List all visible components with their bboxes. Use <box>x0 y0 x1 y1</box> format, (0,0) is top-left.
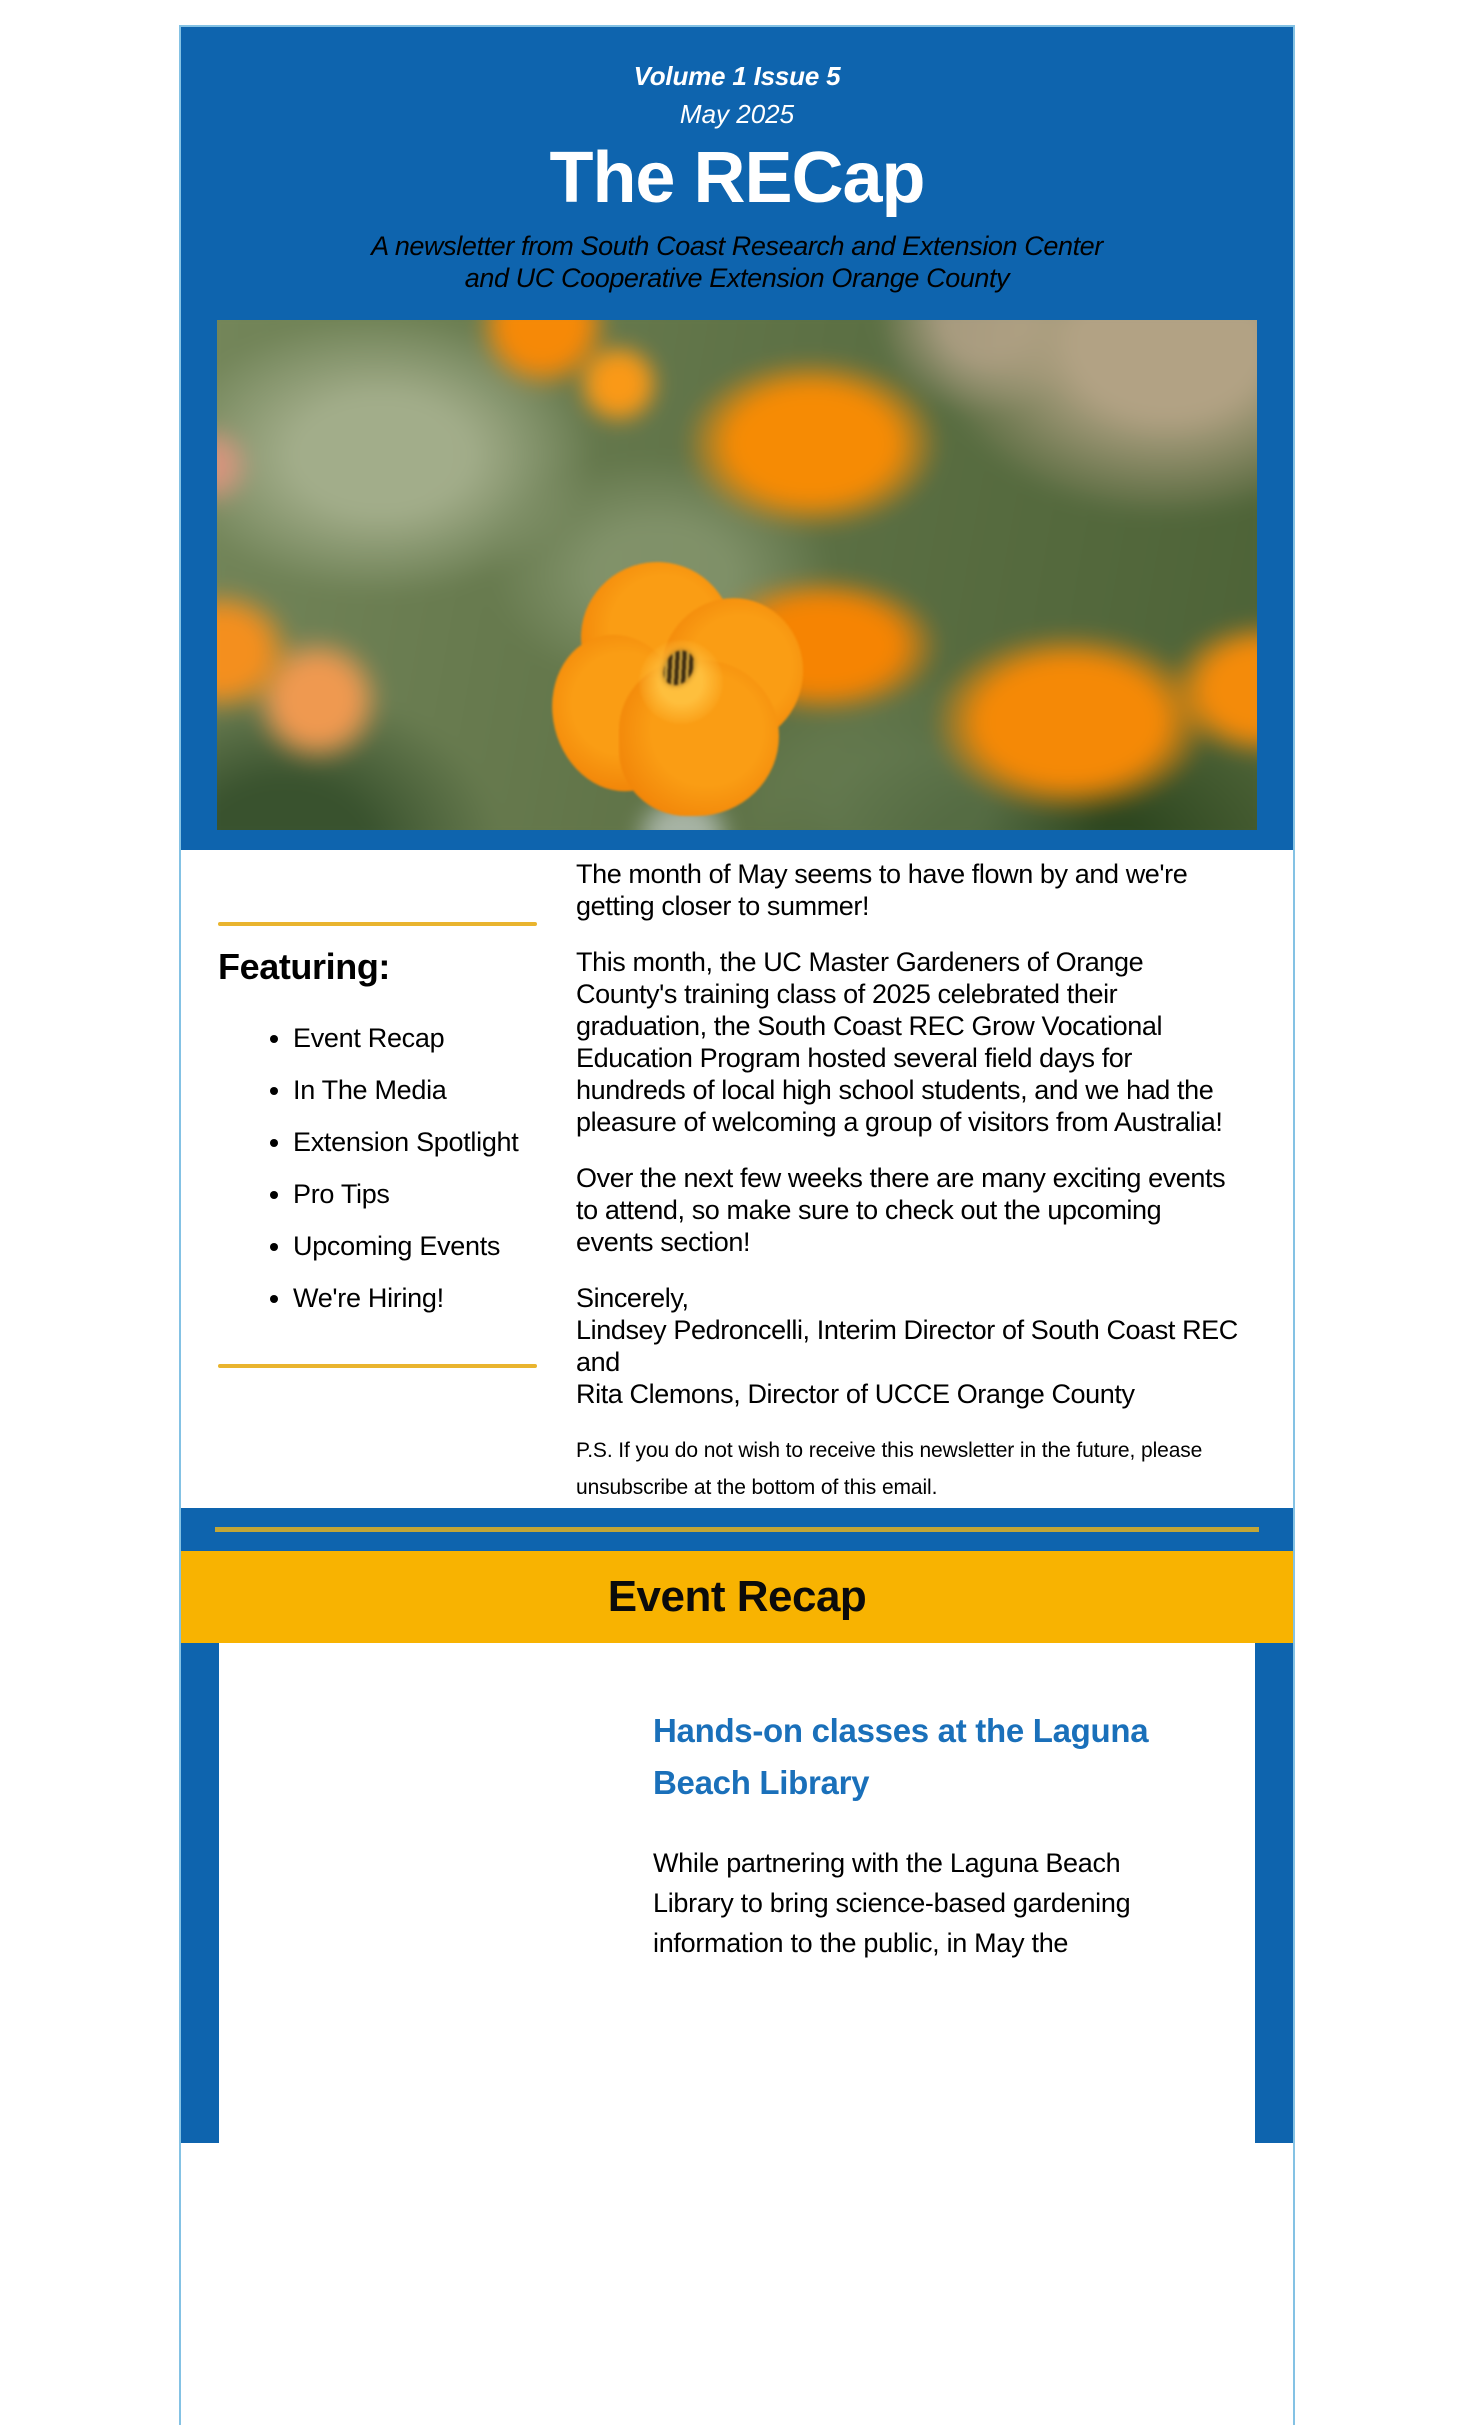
featuring-list-item: • Pro Tips <box>293 1168 575 1220</box>
gold-divider-rule <box>218 922 537 926</box>
text-line: Rita Clemons, Director of UCCE Orange County <box>576 1379 1135 1409</box>
text-line: P.S. If you do not wish to receive this newsletter in the future, please <box>576 1439 1203 1462</box>
masthead <box>181 27 1293 850</box>
featuring-list-item: • Event Recap <box>293 1012 575 1064</box>
text-line: Education Program hosted several field days for <box>576 1043 1133 1073</box>
text-line: Beach Library <box>653 1764 870 1801</box>
intro-paragraph-2 <box>576 946 1235 1138</box>
intro-body <box>575 850 1238 1508</box>
volume-line: Volume 1 Issue 5 <box>633 61 841 91</box>
text-line: A newsletter from South Coast Research and Extension Center <box>371 231 1103 261</box>
date-line: May 2025 <box>679 99 795 129</box>
text-line: graduation, the South Coast REC Grow Vocational <box>576 1011 1163 1041</box>
event-recap-banner-title: Event Recap <box>607 1572 867 1621</box>
intro-section <box>181 850 1293 1508</box>
intro-paragraph-1 <box>576 858 1235 922</box>
text-line: County's training class of 2025 celebrated their <box>576 979 1118 1009</box>
text-line: Hands-on classes at the Laguna <box>653 1712 1149 1749</box>
text-line: events section! <box>576 1227 751 1257</box>
intro-paragraph-3 <box>576 1162 1235 1258</box>
event-recap-banner <box>181 1551 1293 1643</box>
gold-divider-line <box>215 1527 1259 1532</box>
text-line: Lindsey Pedroncelli, Interim Director of South Coast REC <box>576 1315 1238 1345</box>
text-line: and <box>576 1347 620 1377</box>
featuring-list-item: • In The Media <box>293 1064 575 1116</box>
text-line: pleasure of welcoming a group of visitors from Australia! <box>576 1107 1223 1137</box>
text-line: Over the next few weeks there are many exciting events <box>576 1163 1226 1193</box>
newsletter-subtitle <box>181 230 1293 294</box>
text-line: information to the public, in May the <box>653 1928 1069 1958</box>
text-line: Sincerely, <box>576 1283 689 1313</box>
text-line: hundreds of local high school students, and we had the <box>576 1075 1214 1105</box>
article-heading <box>653 1705 1235 1809</box>
gold-divider-rule <box>218 1364 537 1368</box>
featuring-list-item: • Upcoming Events <box>293 1220 575 1272</box>
featuring-list-item: • Extension Spotlight <box>293 1116 575 1168</box>
featuring-list <box>218 1012 575 1324</box>
text-line: and UC Cooperative Extension Orange County <box>464 263 1010 293</box>
featuring-sidebar <box>181 850 575 1508</box>
signoff-block <box>576 1282 1238 1410</box>
article-content <box>219 1643 1255 1963</box>
text-line: This month, the UC Master Gardeners of Orange <box>576 947 1144 977</box>
email-canvas <box>179 25 1295 2425</box>
text-line: to attend, so make sure to check out the upcoming <box>576 1195 1162 1225</box>
text-line: While partnering with the Laguna Beach <box>653 1848 1121 1878</box>
main-poppy-flower <box>553 562 803 818</box>
blue-divider-band <box>181 1508 1293 1551</box>
featuring-heading: Featuring: <box>218 946 390 987</box>
poppy-field-photo <box>217 320 1257 830</box>
text-line: The month of May seems to have flown by and we're <box>576 859 1188 889</box>
text-line: getting closer to summer! <box>576 891 870 921</box>
ps-note <box>576 1432 1235 1506</box>
text-line: Library to bring science-based gardening <box>653 1888 1131 1918</box>
article-body <box>653 1843 1235 1963</box>
text-line: unsubscribe at the bottom of this email. <box>576 1476 938 1499</box>
article-section <box>181 1643 1293 2143</box>
featuring-list-item: • We're Hiring! <box>293 1272 575 1324</box>
newsletter-title: The RECap <box>549 138 925 218</box>
